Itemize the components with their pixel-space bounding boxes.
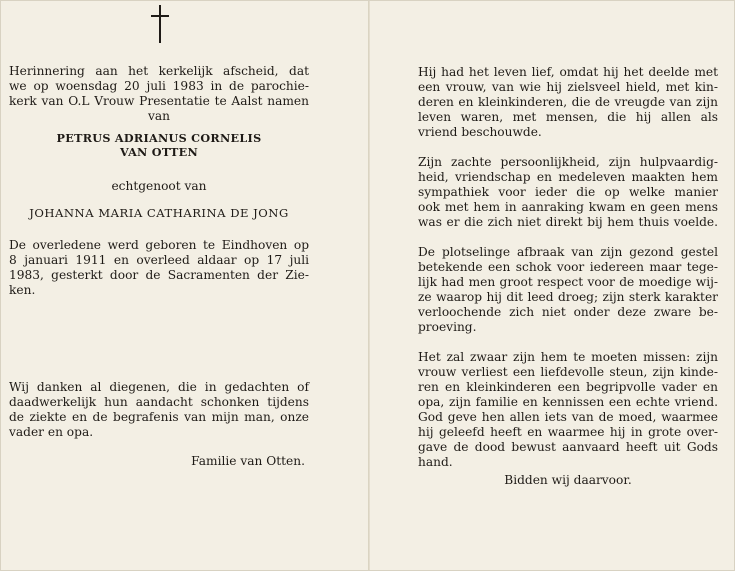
paragraph-3	[418, 245, 718, 335]
paragraph-line: Het zal zwaar zijn hem te moeten missen: zijn	[418, 350, 718, 364]
thanks-line: vader en opa.	[9, 425, 94, 439]
paragraph-line: hand.	[418, 455, 453, 469]
bio-paragraph	[9, 238, 309, 298]
paragraph-line: Hij had het leven lief, omdat hij het deelde met	[418, 65, 718, 79]
paragraph-line: gave de dood bewust aanvaard heeft uit Gods	[418, 440, 718, 454]
thanks-line: Wij danken al diegenen, die in gedachten of	[9, 380, 309, 394]
thanks-paragraph	[9, 380, 309, 440]
paragraph-line: God geve hen allen iets van de moed, waarmee	[418, 410, 718, 424]
paragraph-2	[418, 155, 718, 230]
paragraph-line: heid, vriendschap en medeleven maakten hem	[418, 170, 718, 184]
left-page	[9, 21, 309, 469]
deceased-name-line2: VAN OTTEN	[119, 145, 199, 159]
intro-van: van	[147, 109, 170, 123]
paragraph-line: De plotselinge afbraak van zijn gezond gestel	[418, 245, 718, 259]
bio-line: ken.	[9, 283, 36, 297]
family-signature: Familie van Otten.	[191, 454, 305, 468]
paragraph-line: hij geleefd heeft en waarmee hij in grote over-	[418, 425, 718, 439]
card-fold	[368, 1, 370, 571]
paragraph-line: een vrouw, van wie hij zielsveel hield, met kin-	[418, 80, 718, 94]
deceased-name	[9, 131, 309, 159]
paragraph-line: proeving.	[418, 320, 477, 334]
closing-prayer: Bidden wij daarvoor.	[504, 473, 632, 487]
paragraph-line: sympathiek voor ieder die op welke manier	[418, 185, 718, 199]
paragraph-line: ze waarop hij dit leed droeg; zijn sterk karakter	[418, 290, 718, 304]
paragraph-line: vrouw verliest een liefdevolle steun, zijn kinde-	[418, 365, 718, 379]
right-page	[418, 65, 718, 488]
paragraph-line: betekende een schok voor iedereen maar tege-	[418, 260, 718, 274]
spouse-name: JOHANNA MARIA CATHARINA DE JONG	[29, 206, 289, 220]
paragraph-line: deren en kleinkinderen, die de vreugde van zijn	[418, 95, 718, 109]
paragraph-line: verloochende zich niet onder deze zware be-	[418, 305, 718, 319]
spouse-label: echtgenoot van	[111, 179, 207, 193]
thanks-line: de ziekte en de begrafenis van mijn man, onze	[9, 410, 309, 424]
intro-paragraph	[9, 64, 309, 109]
deceased-name-line1: PETRUS ADRIANUS CORNELIS	[56, 131, 262, 145]
intro-line: kerk van O.L Vrouw Presentatie te Aalst namen	[9, 94, 309, 108]
paragraph-line: Zijn zachte persoonlijkheid, zijn hulpvaardig-	[418, 155, 718, 169]
bio-line: De overledene werd geboren te Eindhoven op	[9, 238, 309, 252]
paragraph-line: lijk had men groot respect voor de moedige wij-	[418, 275, 718, 289]
paragraph-line: vriend beschouwde.	[418, 125, 542, 139]
bio-line: 8 januari 1911 en overleed aldaar op 17 juli	[9, 253, 309, 267]
paragraph-line: ren en kleinkinderen een begripvolle vader en	[418, 380, 718, 394]
paragraph-line: was er die zich niet direkt bij hem thuis voelde.	[418, 215, 718, 229]
paragraph-1	[418, 65, 718, 140]
paragraph-line: ook met hem in aanraking kwam en geen mens	[418, 200, 718, 214]
thanks-line: daadwerkelijk hun aandacht schonken tijdens	[9, 395, 309, 409]
paragraph-line: opa, zijn familie en kennissen een echte vriend.	[418, 395, 718, 409]
paragraph-4	[418, 350, 718, 470]
intro-line: Herinnering aan het kerkelijk afscheid, dat	[9, 64, 309, 78]
intro-line: we op woensdag 20 juli 1983 in de parochie-	[9, 79, 309, 93]
bio-line: 1983, gesterkt door de Sacramenten der Zie-	[9, 268, 309, 282]
paragraph-line: leven waren, met mensen, die hij allen als	[418, 110, 718, 124]
